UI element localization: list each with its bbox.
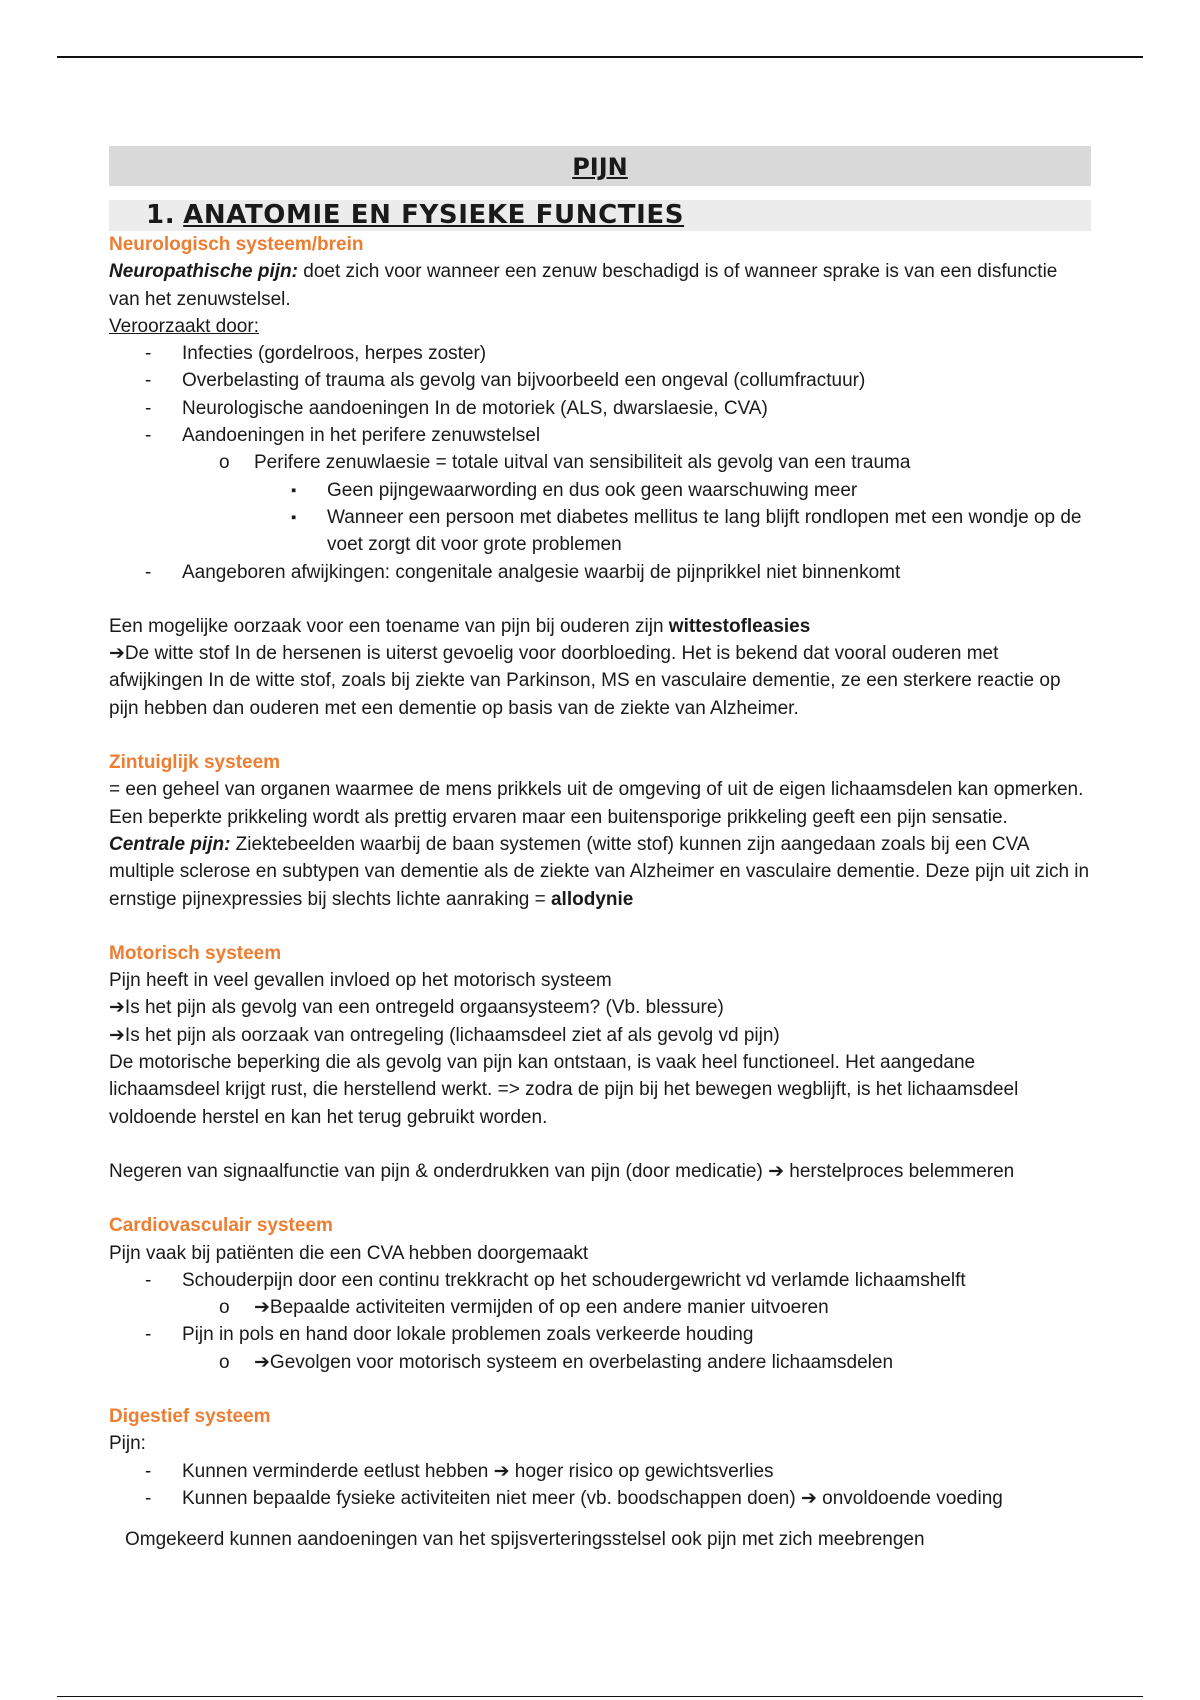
- digest-intro: Pijn:: [109, 1433, 146, 1455]
- neuro-paragraph: [109, 613, 1091, 640]
- motor-text: herstelproces belemmeren: [783, 1160, 1015, 1182]
- arrow-icon: ➔: [768, 1160, 784, 1182]
- motor-line: [109, 1022, 1091, 1049]
- senses-line: Een beperkte prikkeling wordt als prettig ervaren maar een buitensporige prikkeling geeft een pijn sensatie.: [109, 806, 1008, 828]
- sub-text: Bepaalde activiteiten vermijden of op een andere manier uitvoeren: [269, 1297, 829, 1319]
- cardio-intro: Pijn vaak bij patiënten die een CVA hebben doorgemaakt: [109, 1242, 589, 1264]
- arrow-icon: ➔: [109, 1024, 125, 1046]
- arrow-icon: ➔: [800, 1487, 817, 1509]
- central-pain-text: Ziektebeelden waarbij de baan systemen (witte stof) kunnen zijn aangedaan zoals bij een CVA multiple sclerose en subtypen van dementie als de ziekte van Alzheimer en vasculaire dementie. Deze pijn uit zich in ernstige pijnexpressies bij slechts lichte aanraking =: [109, 833, 1090, 910]
- motor-paragraph: De motorische beperking die als gevolg van pijn kan ontstaan, is vaak heel functioneel. Het aangedane lichaamsdeel krijgt rust, die herstellend werkt. => zodra de pijn bij het bewegen wegblijft, is het lichaamsdeel voldoende herstel en kan het terug gebruikt worden.: [109, 1052, 1019, 1128]
- heading-number: 1.: [146, 200, 176, 230]
- motor-line: [109, 994, 1091, 1021]
- item-text: onvoldoende voeding: [816, 1487, 1003, 1509]
- arrow-icon: ➔: [109, 643, 125, 665]
- list-item: - Aandoeningen in het perifere zenuwstelsel: [109, 422, 1091, 449]
- digest-closing: Omgekeerd kunnen aandoeningen van het spijsverteringsstelsel ook pijn met zich meebrengen: [125, 1529, 925, 1551]
- sub-list-item: [109, 1294, 1091, 1321]
- page-title-text: PIJN: [572, 153, 628, 181]
- subsection-title-motor: Motorisch systeem: [109, 942, 282, 964]
- subsection-title-digest: Digestief systeem: [109, 1405, 271, 1427]
- list-item: [109, 1458, 1091, 1485]
- subsection-title-cardio: Cardiovasculair systeem: [109, 1215, 333, 1237]
- list-item: - Overbelasting of trauma als gevolg van bijvoorbeeld een ongeval (collumfractuur): [109, 367, 1091, 394]
- motor-text: Is het pijn als oorzaak van ontregeling (lichaamsdeel ziet af als gevolg vd pijn): [124, 1024, 780, 1046]
- sub-list-item: [109, 1349, 1091, 1376]
- para-text: De witte stof In de hersenen is uiterst gevoelig voor doorbloeding. Het is bekend dat vooral ouderen met afwijkingen In de witte stof, zoals bij ziekte van Parkinson, MS en vasculaire dementie, ze een sterkere reactie op pijn hebben dan ouderen met een dementie op basis van de ziekte van Alzheimer.: [109, 643, 1061, 719]
- sub-list-item: o Perifere zenuwlaesie = totale uitval van sensibiliteit als gevolg van een trauma: [109, 449, 1091, 476]
- subsection-title-neuro: Neurologisch systeem/brein: [109, 234, 364, 255]
- definition-text: doet zich voor wanneer een zenuw beschadigd is of wanneer sprake is van een disfunctie van het zenuwstelsel.: [109, 261, 1058, 310]
- para-lead: Een mogelijke oorzaak voor een toename van pijn bij ouderen zijn: [109, 615, 669, 637]
- list-item: - Neurologische aandoeningen In de motoriek (ALS, dwarslaesie, CVA): [109, 395, 1091, 422]
- list-item: - Aangeboren afwijkingen: congenitale analgesie waarbij de pijnprikkel niet binnenkomt: [109, 559, 1091, 586]
- para-bold: wittestofleasies: [668, 615, 811, 637]
- item-text: hoger risico op gewichtsverlies: [509, 1460, 774, 1482]
- document-body: [109, 146, 1091, 1553]
- arrow-icon: ➔: [109, 997, 125, 1019]
- term-allodynia: allodynie: [550, 888, 634, 910]
- senses-definition: = een geheel van organen waarmee de mens prikkels uit de omgeving of uit de eigen lichaamsdelen kan opmerken.: [109, 779, 1084, 801]
- subsection-title-senses: Zintuiglijk systeem: [109, 752, 281, 774]
- list-item: - Infecties (gordelroos, herpes zoster): [109, 340, 1091, 367]
- item-text: Kunnen bepaalde fysieke activiteiten niet meer (vb. boodschappen doen): [182, 1487, 801, 1509]
- sub-sub-list-item: ▪ Geen pijngewaarwording en dus ook geen waarschuwing meer: [109, 477, 1091, 504]
- list-item: - Schouderpijn door een continu trekkracht op het schoudergewricht vd verlamde lichaamshelft: [109, 1267, 1091, 1294]
- sub-text: Gevolgen voor motorisch systeem en overbelasting andere lichaamsdelen: [269, 1351, 894, 1373]
- list-item: - Pijn in pols en hand door lokale problemen zoals verkeerde houding: [109, 1321, 1091, 1348]
- term-central-pain: Centrale pijn:: [109, 833, 231, 855]
- neuro-paragraph-2: [109, 640, 1091, 722]
- sub-sub-list-item: ▪ Wanneer een persoon met diabetes mellitus te lang blijft rondlopen met een wondje op de voet zorgt dit voor grote problemen: [109, 504, 1091, 559]
- neuro-definition: [109, 258, 1091, 313]
- header-rule: [57, 56, 1143, 58]
- caused-by-label: Veroorzaakt door:: [109, 315, 259, 337]
- item-text: Kunnen verminderde eetlust hebben: [182, 1460, 494, 1482]
- motor-text: Negeren van signaalfunctie van pijn & onderdrukken van pijn (door medicatie): [109, 1160, 769, 1182]
- motor-conclusion: [109, 1158, 1091, 1185]
- central-pain-paragraph: [109, 831, 1091, 913]
- arrow-icon: ➔: [493, 1460, 510, 1482]
- motor-text: Is het pijn als gevolg van een ontregeld orgaansysteem? (Vb. blessure): [124, 997, 724, 1019]
- arrow-icon: ➔: [254, 1297, 270, 1319]
- section-heading: [109, 200, 1091, 231]
- arrow-icon: ➔: [254, 1351, 270, 1373]
- page-title: [109, 146, 1091, 186]
- footer-rule: [57, 1696, 1143, 1697]
- list-item: [109, 1485, 1091, 1512]
- motor-line: Pijn heeft in veel gevallen invloed op het motorisch systeem: [109, 970, 612, 992]
- heading-text: ANATOMIE EN FYSIEKE FUNCTIES: [183, 200, 685, 230]
- term-neuropathic: Neuropathische pijn:: [109, 261, 298, 283]
